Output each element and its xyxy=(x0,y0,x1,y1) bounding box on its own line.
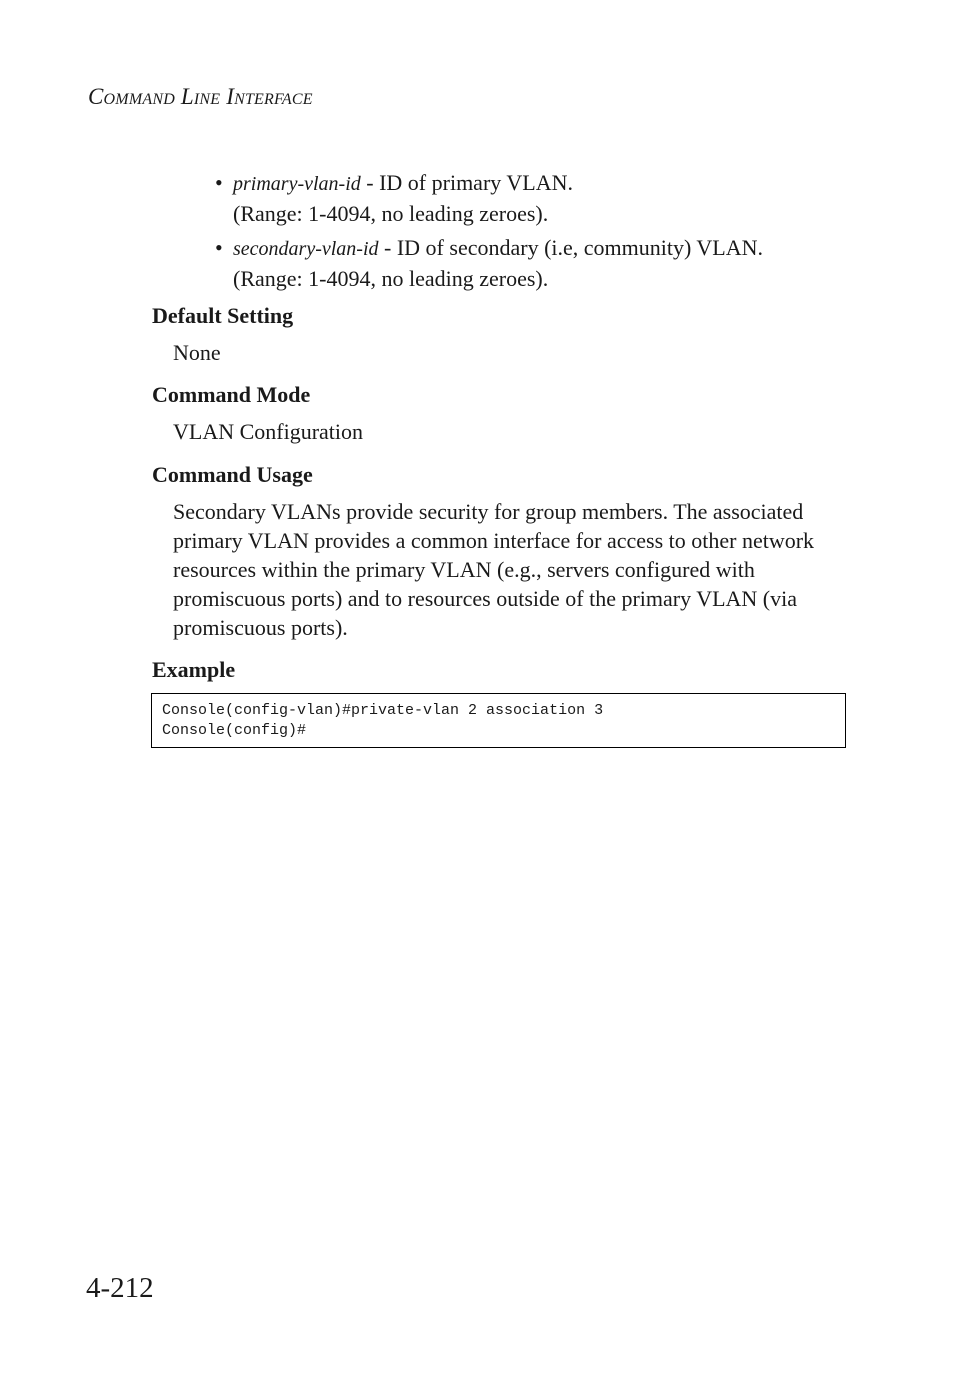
command-usage-body: Secondary VLANs provide security for group members. The associated primary VLAN provides a common interface for access to other network resources within the primary VLAN (e.g., servers configured with promiscuous ports) and to resources outside of the primary VLAN (via promiscuous ports). xyxy=(173,499,815,640)
command-mode-heading: Command Mode xyxy=(152,382,311,407)
page-number: 4-212 xyxy=(86,1272,154,1304)
parameter-description: - ID of secondary (i.e, community) VLAN. xyxy=(378,235,764,260)
running-head: Command Line Interface xyxy=(88,84,313,109)
parameter-range: (Range: 1-4094, no leading zeroes). xyxy=(233,266,549,291)
default-setting-body: None xyxy=(173,340,221,365)
command-usage-heading: Command Usage xyxy=(152,462,313,487)
parameter-item-secondary-vlan-id xyxy=(215,233,855,293)
code-line: Console(config-vlan)#private-vlan 2 association 3 xyxy=(162,702,604,719)
parameter-range: (Range: 1-4094, no leading zeroes). xyxy=(233,201,549,226)
command-mode-body: VLAN Configuration xyxy=(173,419,364,444)
example-heading: Example xyxy=(152,657,236,682)
code-line: Console(config)# xyxy=(162,722,307,739)
parameter-name: secondary-vlan-id xyxy=(233,238,379,260)
example-code-block xyxy=(151,693,846,748)
bullet-icon: • xyxy=(215,170,223,195)
default-setting-heading: Default Setting xyxy=(152,303,294,328)
parameter-name: primary-vlan-id xyxy=(233,173,361,195)
parameter-list xyxy=(215,168,855,298)
parameter-description: - ID of primary VLAN. xyxy=(360,170,573,195)
bullet-icon: • xyxy=(215,235,223,260)
parameter-item-primary-vlan-id xyxy=(215,168,855,228)
